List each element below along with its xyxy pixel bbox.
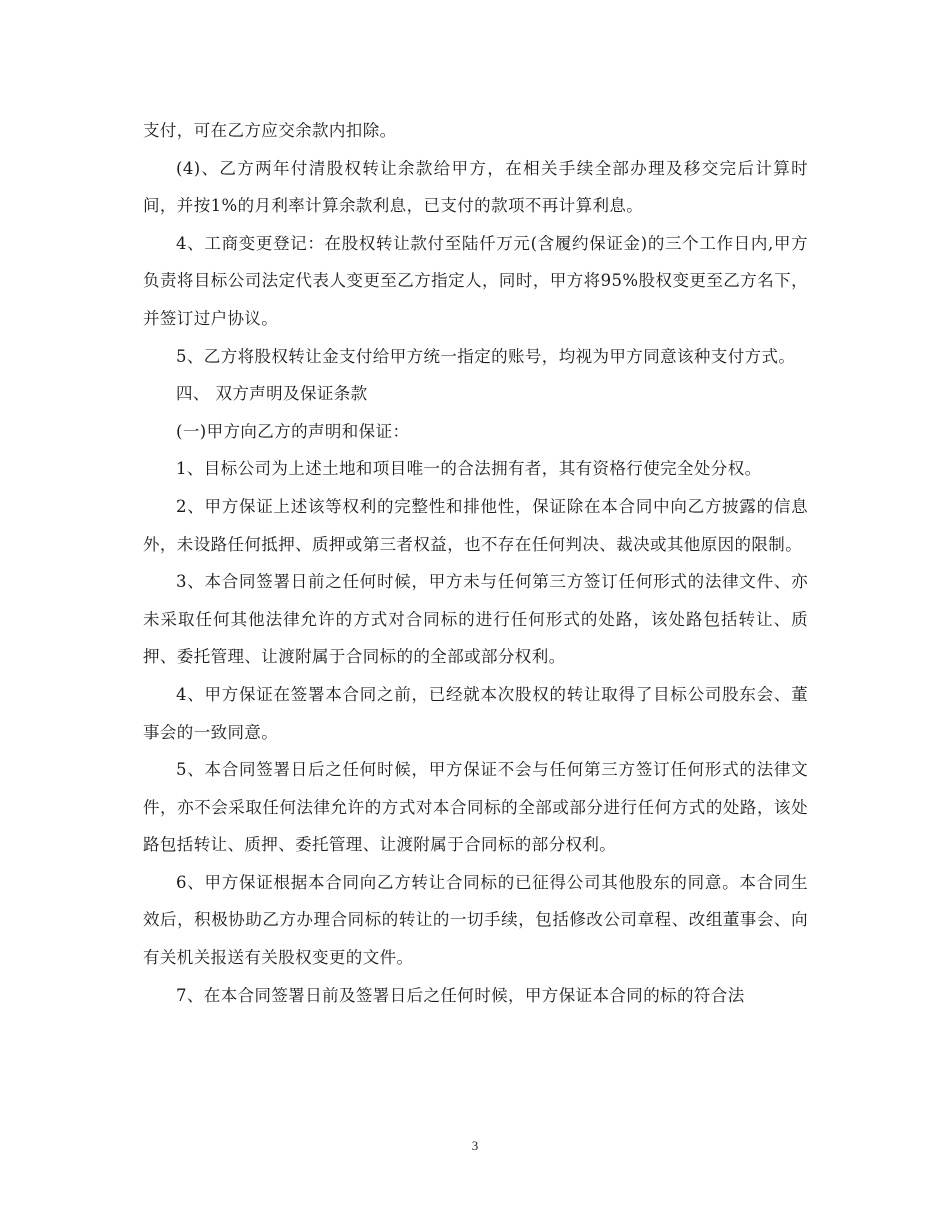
- paragraph: 6、甲方保证根据本合同向乙方转让合同标的已征得公司其他股东的同意。本合同生效后，积极协助乙方办理合同标的转让的一切手续，包括修改公司章程、改组董事会、向有关机关报送有关股权变更的文件。: [143, 872, 808, 968]
- paragraph: 2、甲方保证上述该等权利的完整性和排他性，保证除在本合同中向乙方披露的信息外，未设路任何抵押、质押或第三者权益，也不存在任何判决、裁决或其他原因的限制。: [143, 496, 808, 554]
- paragraph: (4)、乙方两年付清股权转让余款给甲方，在相关手续全部办理及移交完后计算时间，并按1%的月利率计算余款利息，已支付的款项不再计算利息。: [143, 158, 808, 216]
- paragraph: 7、在本合同签署日前及签署日后之任何时候，甲方保证本合同的标的符合法: [176, 985, 745, 1005]
- paragraph: 4、甲方保证在签署本合同之前，已经就本次股权的转让取得了目标公司股东会、董事会的一致同意。: [143, 684, 808, 742]
- document-body: [143, 112, 808, 1014]
- paragraph: (一)甲方向乙方的声明和保证：: [176, 421, 410, 441]
- paragraph: 1、目标公司为上述土地和项目唯一的合法拥有者，其有资格行使完全处分权。: [176, 459, 762, 479]
- paragraph: 5、乙方将股权转让金支付给甲方统一指定的账号，均视为甲方同意该种支付方式。: [176, 346, 796, 366]
- paragraph: 5、本合同签署日后之任何时候，甲方保证不会与任何第三方签订任何形式的法律文件，亦不会采取任何法律允许的方式对本合同标的全部或部分进行任何方式的处路，该处路包括转让、质押、委托管理、让渡附属于合同标的部分权利。: [143, 760, 808, 855]
- paragraph: 4、工商变更登记：在股权转让款付至陆仟万元(含履约保证金)的三个工作日内,甲方负责将目标公司法定代表人变更至乙方指定人，同时，甲方将95%股权变更至乙方名下，并签订过户协议。: [143, 233, 808, 328]
- paragraph: 四、 双方声明及保证条款: [176, 384, 368, 404]
- paragraph: 3、本合同签署日前之任何时候，甲方未与任何第三方签订任何形式的法律文件、亦未采取任何其他法律允许的方式对合同标的进行任何形式的处路，该处路包括转让、质押、委托管理、让渡附属于合同标的的全部或部分权利。: [143, 572, 808, 667]
- page-number: 3: [471, 1138, 479, 1153]
- paragraph: 支付，可在乙方应交余款内扣除。: [143, 121, 397, 140]
